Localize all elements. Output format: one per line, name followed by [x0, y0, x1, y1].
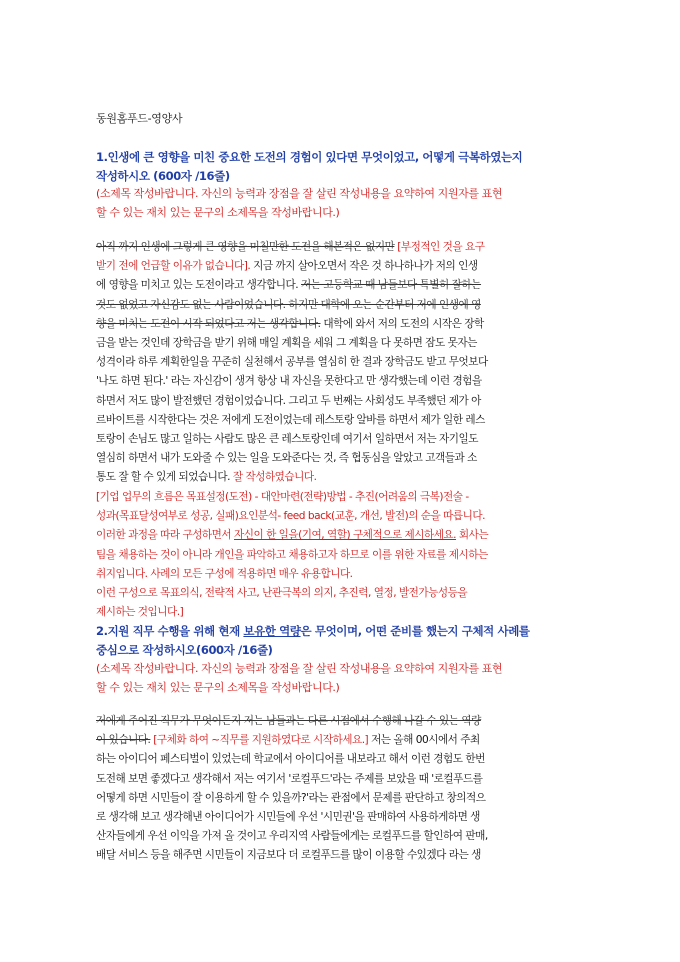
feedback-line: 성과(목표달성여부로 성공, 실패)요인분석- feed back(교훈, 개선, 발전)의 순을 따릅니다. — [96, 510, 485, 523]
underlined-text: 보유한 역량 — [243, 624, 301, 638]
feedback-line: 이런 구성으로 목표의식, 전략적 사고, 난관극복의 의지, 추진력, 열정, 발전가능성등을 — [96, 586, 468, 599]
feedback-line: 취지입니다. 사례의 모든 구성에 적용하면 매우 유용합니다. — [96, 567, 353, 580]
question-2-line-1 — [96, 621, 586, 640]
answer-1-line — [96, 257, 586, 276]
answer-2-line — [96, 712, 586, 731]
question-1-guide-line-1: (소제목 작성바랍니다. 자신의 능력과 장점을 잘 살린 작성내용을 요약하여 지원자를 표현 — [96, 187, 503, 200]
answer-1-line — [96, 296, 586, 315]
question-text: 2.지원 직무 수행을 위해 현재 — [96, 624, 244, 638]
answer-1-line — [96, 276, 586, 295]
feedback-text: 회사는 — [456, 529, 489, 542]
answer-text: 대학에 와서 저의 도전의 시작은 장학 — [320, 317, 484, 330]
feedback-line — [96, 526, 586, 545]
struck-text: 저는 고등학교 때 남들보다 특별히 잘하는 — [301, 279, 481, 292]
question-1-line-2: 작성하시오 (600자 /16줄) — [96, 169, 230, 184]
struck-text: 것도 없었고 자신감도 없는 사람이었습니다. 하지만 대학에 오는 순간부터 저에 인생에 영 — [96, 298, 481, 311]
answer-1-line — [96, 315, 586, 334]
feedback-line: [기업 업무의 흐름은 목표설정(도전) - 대안마련(전략)방법 - 추진(어려움의 극복)전술 - — [96, 491, 469, 503]
answer-2-line: 배달 서비스 등을 해주면 시민들이 지금보다 더 로컬푸드를 많이 이용할 수있겠다 라는 생 — [96, 849, 481, 862]
question-1 — [96, 147, 586, 185]
question-1-guide-line-2: 할 수 있는 재치 있는 문구의 소제목을 작성바랍니다.) — [96, 206, 340, 220]
answer-1-line: 성격이라 하루 계획한일을 꾸준히 실천해서 공부를 열심히 한 결과 장학금도 받고 무엇보다 — [96, 356, 488, 369]
question-2-guide-line-2: 할 수 있는 재치 있는 문구의 소제목을 작성바랍니다.) — [96, 681, 340, 695]
answer-text: 에 영향을 미치고 있는 도전이라고 생각합니다. — [96, 279, 302, 292]
answer-2-line: 도전해 보면 좋겠다고 생각해서 저는 여기서 '로컬푸드'라는 주제를 보았을 때 '로컬푸드를 — [96, 772, 483, 785]
question-2-guide-line-1: (소제목 작성바랍니다. 자신의 능력과 장점을 잘 살린 작성내용을 요약하여 지원자를 표현 — [96, 662, 503, 675]
answer-1-line: 르바이트를 시작한다는 것은 저에게 도전이었는데 레스토랑 알바를 하면서 제가 일한 레스 — [96, 413, 485, 426]
question-1-line-1: 1.인생에 큰 영향을 미친 중요한 도전의 경험이 있다면 무엇이었고, 어떻게 극복하였는지 — [96, 150, 523, 164]
feedback-line: 제시하는 것입니다.] — [96, 606, 184, 619]
question-2 — [96, 621, 586, 659]
answer-1-line: 금을 받는 것인데 장학금을 받기 위해 매일 계획을 세워 그 계획을 다 못하면 잠도 못자는 — [96, 336, 477, 349]
struck-text: 이 있습니다. — [96, 734, 151, 747]
answer-text: 지금 까지 살아오면서 작은 것 하나하나가 저의 인생 — [250, 260, 478, 273]
review-comment: 잘 작성하였습니다. — [230, 471, 317, 484]
answer-text: 통도 잘 할 수 있게 되었습니다. — [96, 471, 231, 484]
document-title: 동원홈푸드-영양사 — [96, 112, 183, 125]
question-2-line-2: 중심으로 작성하시오(600자 /16줄) — [96, 643, 273, 658]
answer-2-line: 하는 아이디어 페스티벌이 있었는데 학교에서 아이디어를 내보라고 해서 이런 경험도 한번 — [96, 753, 485, 766]
answer-2-line — [96, 731, 586, 750]
answer-2-line: 어떻게 하면 시민들이 잘 이용하게 할 수 있을까?'라는 관점에서 문제를 판단하고 창의적으 — [96, 791, 486, 804]
answer-1-line: 하면서 저도 많이 발전했던 경험이었습니다. 그리고 두 번째는 사회성도 부족했던 제가 아 — [96, 394, 481, 407]
answer-text: 저는 올해 00시에서 주최 — [368, 734, 480, 747]
answer-2-line: 산자들에게 우선 이익을 가져 올 것이고 우리지역 사람들에게는 로컬푸드를 할인하여 판매, — [96, 830, 488, 843]
answer-1-line — [96, 238, 586, 257]
struck-text: 저에게 주어진 직무가 무엇이든지 저는 남들과는 다른 시점에서 수행해 나갈 수 있는 역량 — [96, 715, 481, 727]
underlined-text: 자신이 한 일을(기여, 역할) 구체적으로 제시하세요. — [234, 529, 457, 542]
answer-1-feedback — [96, 488, 586, 622]
question-2-guide — [96, 659, 586, 697]
review-comment: [구체화 하여 ~직무를 지원하였다로 시작하세요.] — [150, 734, 369, 747]
answer-1 — [96, 238, 586, 487]
struck-text: 아직 까지 인생에 그렇게 큰 영향을 미칠만한 도전을 해본적은 없지만 — [96, 241, 395, 253]
answer-1-line: 열심히 하면서 내가 도와줄 수 있는 일을 도와준다는 것, 즉 협동심을 알았고 고객들과 소 — [96, 452, 477, 465]
review-comment: [부정적인 것을 요구 — [394, 241, 485, 253]
question-text: 은 무엇이며, 어떤 준비를 했는지 구체적 사례를 — [300, 624, 530, 638]
answer-2-line: 로 생각해 보고 생각해낸 아이디어가 시민들에 우선 '시민권'을 판매하여 사용하게하면 생 — [96, 810, 480, 823]
answer-1-line: '나도 하면 된다.' 라는 자신감이 생겨 항상 내 자신을 못한다고 만 생각했는데 이런 경험을 — [96, 375, 482, 388]
review-comment: 받기 전에 언급할 이유가 없습니다]. — [96, 260, 251, 273]
answer-1-line: 토랑이 손님도 많고 일하는 사람도 많은 큰 레스토랑인데 여기서 일하면서 저는 자기일도 — [96, 432, 478, 445]
question-1-guide — [96, 184, 586, 222]
feedback-line: 팀을 채용하는 것이 아니라 개인을 파악하고 채용하고자 하므로 이를 위한 자료를 제시하는 — [96, 548, 488, 561]
answer-1-line — [96, 468, 586, 487]
answer-2 — [96, 712, 586, 866]
feedback-text: 이러한 과정을 따라 구성하면서 — [96, 529, 235, 542]
struck-text: 향을 미치는 도전이 시작 되었다고 저는 생각합니다. — [96, 317, 321, 330]
